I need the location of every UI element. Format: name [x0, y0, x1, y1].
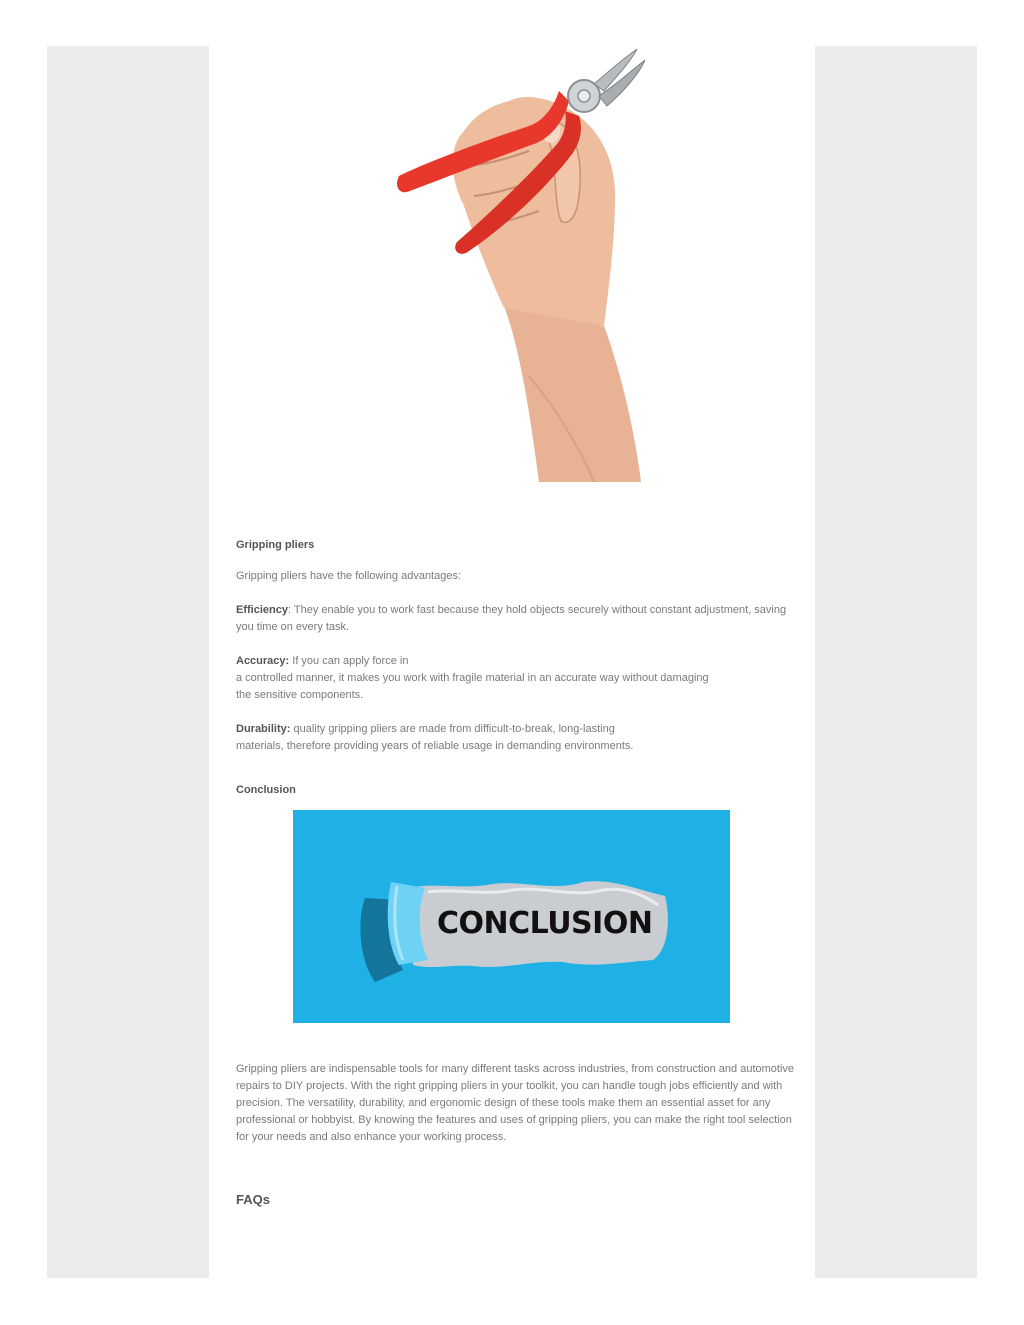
- accuracy-paragraph: [236, 653, 796, 704]
- durability-paragraph: [236, 721, 796, 755]
- durability-line-2: materials, therefore providing years of reliable usage in demanding environments.: [236, 740, 634, 752]
- accuracy-line-3: the sensitive components.: [236, 689, 364, 701]
- accuracy-line-1: If you can apply force in: [289, 655, 409, 667]
- conclusion-banner-image: [293, 810, 730, 1023]
- durability-line-1: quality gripping pliers are made from difficult-to-break, long-lasting: [290, 723, 615, 735]
- accuracy-label: Accuracy:: [236, 655, 290, 667]
- efficiency-text: : They enable you to work fast because they hold objects securely without constant adjustment, saving you time on every task.: [236, 604, 787, 633]
- durability-label: Durability:: [236, 723, 291, 735]
- efficiency-paragraph: [236, 602, 796, 636]
- faqs-heading: FAQs: [236, 1192, 270, 1207]
- article-content: [209, 46, 815, 1278]
- hand-holding-pliers-image: [379, 46, 649, 482]
- accuracy-line-2: a controlled manner, it makes you work with fragile material in an accurate way without damaging: [236, 672, 709, 684]
- conclusion-heading: Conclusion: [236, 784, 296, 796]
- gripping-pliers-heading: Gripping pliers: [236, 539, 315, 551]
- conclusion-image-label: CONCLUSION: [437, 906, 653, 941]
- intro-paragraph: Gripping pliers have the following advantages:: [236, 570, 462, 582]
- efficiency-label: Efficiency: [236, 604, 288, 616]
- conclusion-paragraph: Gripping pliers are indispensable tools for many different tasks across industries, from construction and automotive repairs to DIY projects. With the right gripping pliers in your toolkit, you can handle tough jobs efficiently and with precision. The versatility, durability, and ergonomic design of these tools make them an essential asset for any professional or hobbyist. By knowing the features and uses of gripping pliers, you can make the right tool selection for your needs and also enhance your working process.: [236, 1063, 795, 1143]
